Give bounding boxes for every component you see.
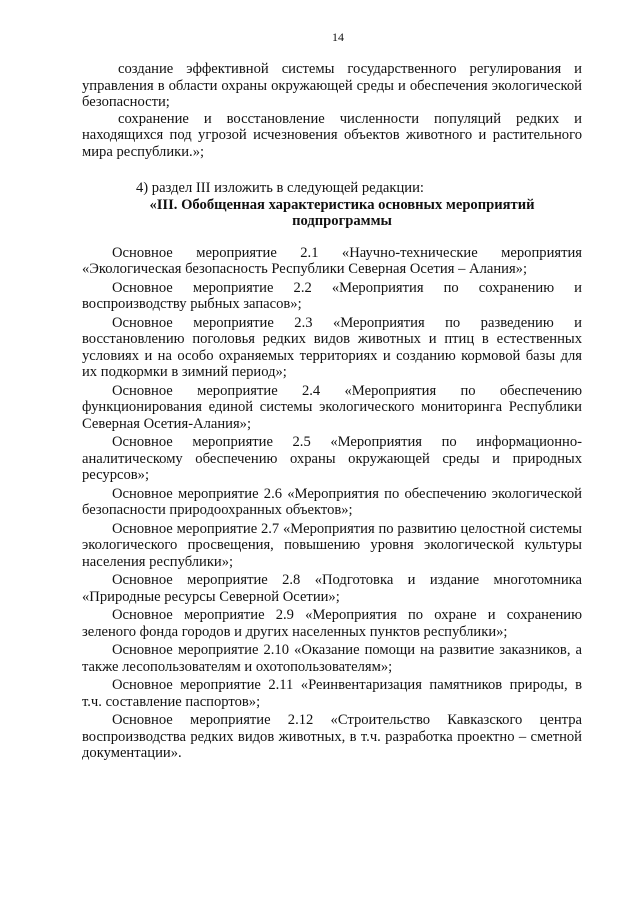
measure-item: Основное мероприятие 2.3 «Мероприятия по разведению и восстановлению поголовья редких видов животных и птиц в естественных условиях и на особо охраняемых территориях и созданию кормовой базы для их подкормки в зимний период»; [82,314,582,380]
measures-list [82,245,582,762]
amendment-instruction: 4) раздел III изложить в следующей редакции: [136,180,424,196]
section-heading: «III. Обобщенная характеристика основных мероприятий подпрограммы [149,196,535,229]
measure-item: Основное мероприятие 2.4 «Мероприятия по обеспечению функционирования единой системы экологического мониторинга Республики Северная Осетия-Алания»; [82,382,582,432]
measure-item: Основное мероприятие 2.12 «Строительство Кавказского центра воспроизводства редких видов животных, в т.ч. разработка проектно – сметной документации». [82,712,582,761]
measure-item: Основное мероприятие 2.8 «Подготовка и издание многотомника «Природные ресурсы Северной Осетии»; [82,572,582,605]
measure-item: Основное мероприятие 2.11 «Реинвентаризация памятников природы, в т.ч. составление паспортов»; [82,677,582,710]
page-number: 14 [332,30,344,44]
measure-item: Основное мероприятие 2.6 «Мероприятия по обеспечению экологической безопасности природоохранных объектов»; [82,485,582,518]
continuation-paragraph-1: создание эффективной системы государственного регулирования и управления в области охраны окружающей среды и обеспечения экологической безопасности; [82,61,582,110]
measure-item: Основное мероприятие 2.5 «Мероприятия по информационно-аналитическому обеспечению охраны окружающей среды и природных ресурсов»; [82,434,582,483]
document-page [82,30,582,762]
measure-item: Основное мероприятие 2.1 «Научно-технические мероприятия «Экологическая безопасность Республики Северная Осетия – Алания»; [82,244,582,277]
measure-item: Основное мероприятие 2.2 «Мероприятия по сохранению и воспроизводству рыбных запасов»; [82,279,582,312]
measure-item: Основное мероприятие 2.10 «Оказание помощи на развитие заказников, а также лесопользователям и охотопользователям»; [82,642,582,675]
continuation-paragraph-2: сохранение и восстановление численности популяций редких и находящихся под угрозой исчезновения объектов животного и растительного мира республики.»; [82,110,582,160]
measure-item: Основное мероприятие 2.9 «Мероприятия по охране и сохранению зеленого фонда городов и других населенных пунктов республики»; [82,607,582,640]
measure-item: Основное мероприятие 2.7 «Мероприятия по развитию целостной системы экологического просвещения, повышению уровня экологической культуры населения республики»; [82,520,582,570]
